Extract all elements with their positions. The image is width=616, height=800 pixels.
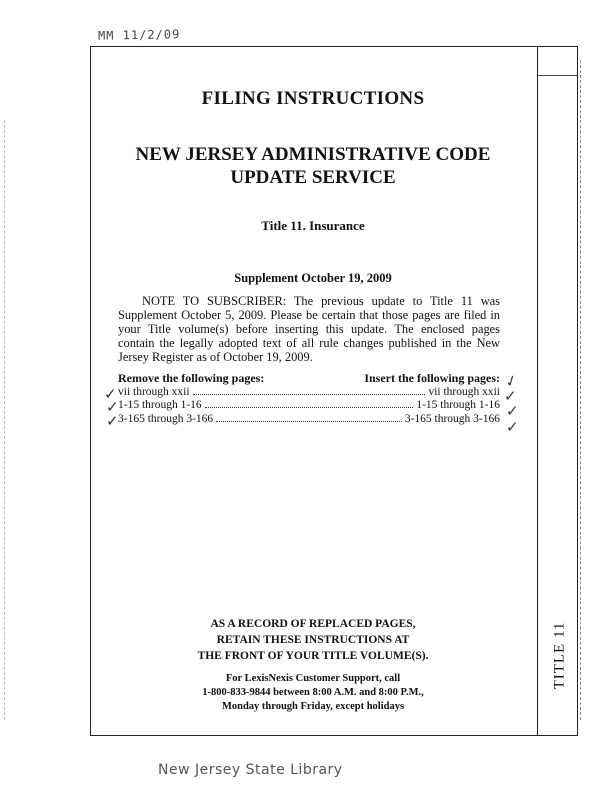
checkmark-icon: ✓ bbox=[104, 385, 117, 403]
insert-pages: 3-165 through 3-166 bbox=[404, 412, 500, 425]
page-row bbox=[118, 399, 500, 413]
handwritten-note: MM 11/2/09 bbox=[97, 27, 181, 43]
support-line1: For LexisNexis Customer Support, call bbox=[225, 673, 401, 684]
library-stamp: New Jersey State Library bbox=[158, 762, 343, 778]
page-row bbox=[118, 413, 500, 427]
remove-pages: vii through xxii bbox=[118, 385, 190, 398]
tab-divider bbox=[537, 75, 577, 76]
insert-header: Insert the following pages: bbox=[364, 371, 500, 385]
tab-label: TITLE 11 bbox=[551, 621, 568, 689]
page-list bbox=[118, 372, 500, 426]
remove-pages: 3-165 through 3-166 bbox=[118, 412, 214, 425]
support-line3: Monday through Friday, except holidays bbox=[221, 701, 405, 712]
subscriber-note: NOTE TO SUBSCRIBER: The previous update to Title 11 was Supplement October 5, 2009. Please be certain that those pages are filed in your Title volume(s) before inserting this update. The enclosed pages contain the legally adopted text of all rule changes published in the New Jersey Register as of October 19, 2009. bbox=[118, 294, 500, 364]
remove-pages: 1-15 through 1-16 bbox=[118, 399, 202, 411]
insert-pages: vii through xxii bbox=[428, 385, 500, 398]
checkmark-icon: ✓ bbox=[506, 402, 519, 420]
section-title: Title 11. Insurance bbox=[261, 218, 365, 233]
insert-pages: 1-15 through 1-16 bbox=[416, 399, 500, 411]
support-line2: 1-800-833-9844 between 8:00 A.M. and 8:00 P.M., bbox=[202, 687, 424, 698]
remove-header: Remove the following pages: bbox=[118, 371, 265, 385]
scan-margin-line bbox=[4, 120, 6, 720]
page-list-header bbox=[118, 372, 500, 386]
scan-edge-line bbox=[580, 60, 581, 720]
checkmark-icon: ✓ bbox=[506, 418, 519, 436]
page-row bbox=[118, 386, 500, 400]
document-subtitle-line1: NEW JERSEY ADMINISTRATIVE CODE bbox=[135, 144, 491, 165]
record-line3: THE FRONT OF YOUR TITLE VOLUME(S). bbox=[197, 650, 429, 662]
checkmark-icon: ✓ bbox=[106, 398, 119, 416]
document-title: FILING INSTRUCTIONS bbox=[201, 88, 425, 109]
record-line1: AS A RECORD OF REPLACED PAGES, bbox=[210, 618, 416, 630]
record-line2: RETAIN THESE INSTRUCTIONS AT bbox=[216, 634, 410, 646]
checkmark-icon: ✓ bbox=[504, 387, 517, 405]
checkmark-icon: ✓ bbox=[502, 370, 521, 392]
document-subtitle-line2: UPDATE SERVICE bbox=[230, 167, 396, 188]
checkmark-icon: ✓ bbox=[106, 412, 119, 430]
supplement-date: Supplement October 19, 2009 bbox=[234, 271, 392, 285]
